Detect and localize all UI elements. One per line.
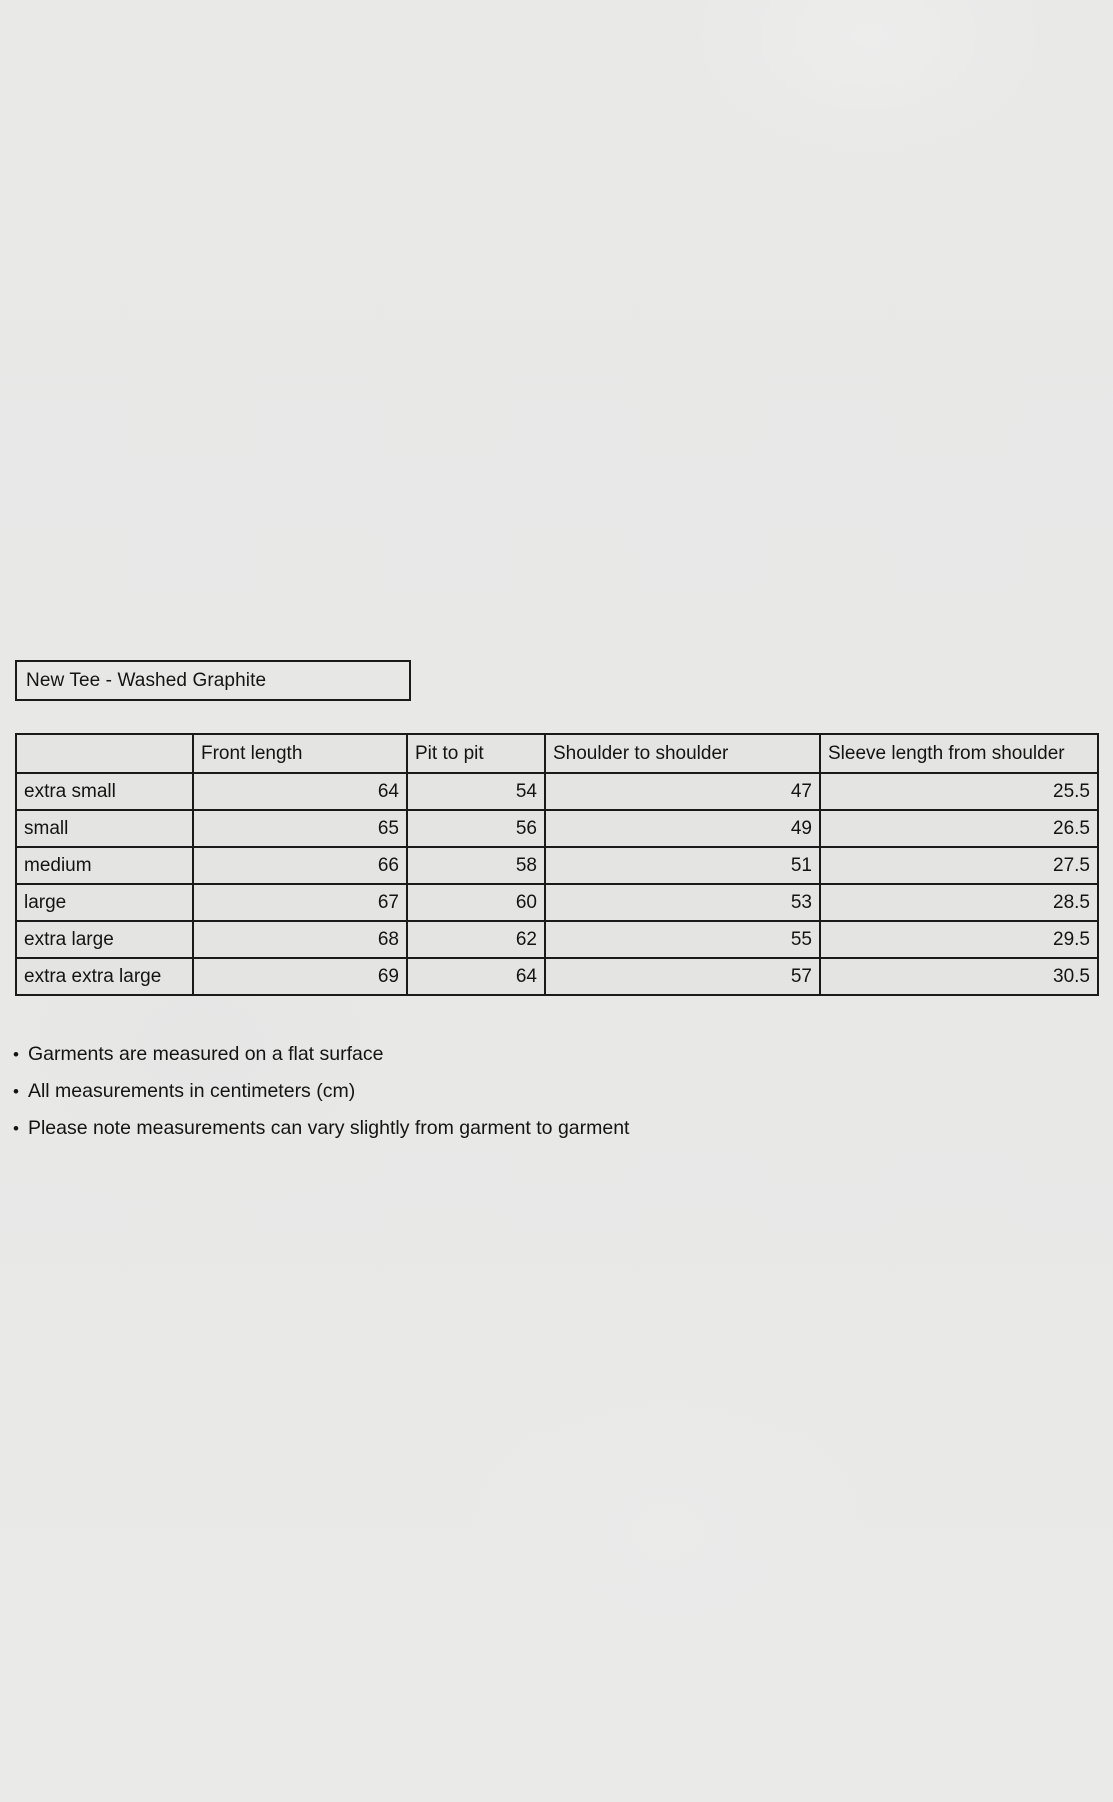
- size-label: large: [16, 884, 193, 921]
- pit-to-pit-value: 60: [407, 884, 545, 921]
- sleeve-length-value: 27.5: [820, 847, 1098, 884]
- shoulder-to-shoulder-value: 53: [545, 884, 820, 921]
- note-item: [13, 1036, 629, 1073]
- table-row-small: [16, 810, 1098, 847]
- size-label: medium: [16, 847, 193, 884]
- pit-to-pit-value: 64: [407, 958, 545, 995]
- pit-to-pit-value: 58: [407, 847, 545, 884]
- pit-to-pit-value: 56: [407, 810, 545, 847]
- shoulder-to-shoulder-value: 47: [545, 773, 820, 810]
- front-length-value: 65: [193, 810, 407, 847]
- note-text: Garments are measured on a flat surface: [27, 1043, 384, 1065]
- col-header-size: [16, 734, 193, 773]
- front-length-value: 69: [193, 958, 407, 995]
- sleeve-length-value: 30.5: [820, 958, 1098, 995]
- size-label: small: [16, 810, 193, 847]
- pit-to-pit-value: 62: [407, 921, 545, 958]
- size-label: extra small: [16, 773, 193, 810]
- shoulder-to-shoulder-value: 57: [545, 958, 820, 995]
- shoulder-to-shoulder-value: 49: [545, 810, 820, 847]
- note-item: [13, 1073, 629, 1110]
- sleeve-length-value: 25.5: [820, 773, 1098, 810]
- measurement-notes: [13, 1036, 629, 1147]
- front-length-value: 64: [193, 773, 407, 810]
- table-row-medium: [16, 847, 1098, 884]
- note-text: Please note measurements can vary slightly from garment to garment: [27, 1117, 630, 1139]
- col-header-pit-to-pit: Pit to pit: [407, 734, 545, 773]
- size-label: extra extra large: [16, 958, 193, 995]
- table-row-extra-small: [16, 773, 1098, 810]
- bullet-icon: •: [13, 1081, 19, 1101]
- note-text: All measurements in centimeters (cm): [27, 1080, 356, 1102]
- front-length-value: 68: [193, 921, 407, 958]
- product-title: New Tee - Washed Graphite: [26, 669, 267, 691]
- bullet-icon: •: [13, 1044, 19, 1064]
- front-length-value: 67: [193, 884, 407, 921]
- table-header-row: [16, 734, 1098, 773]
- table-row-extra-large: [16, 921, 1098, 958]
- size-label: extra large: [16, 921, 193, 958]
- sleeve-length-value: 26.5: [820, 810, 1098, 847]
- product-title-box: [15, 660, 411, 701]
- col-header-front-length: Front length: [193, 734, 407, 773]
- shoulder-to-shoulder-value: 55: [545, 921, 820, 958]
- shoulder-to-shoulder-value: 51: [545, 847, 820, 884]
- front-length-value: 66: [193, 847, 407, 884]
- pit-to-pit-value: 54: [407, 773, 545, 810]
- table-row-extra-extra-large: [16, 958, 1098, 995]
- size-chart-table: [15, 733, 1099, 996]
- sleeve-length-value: 28.5: [820, 884, 1098, 921]
- sleeve-length-value: 29.5: [820, 921, 1098, 958]
- col-header-sleeve-length: Sleeve length from shoulder: [820, 734, 1098, 773]
- col-header-shoulder-to-shoulder: Shoulder to shoulder: [545, 734, 820, 773]
- bullet-icon: •: [13, 1118, 19, 1138]
- note-item: [13, 1110, 629, 1147]
- table-row-large: [16, 884, 1098, 921]
